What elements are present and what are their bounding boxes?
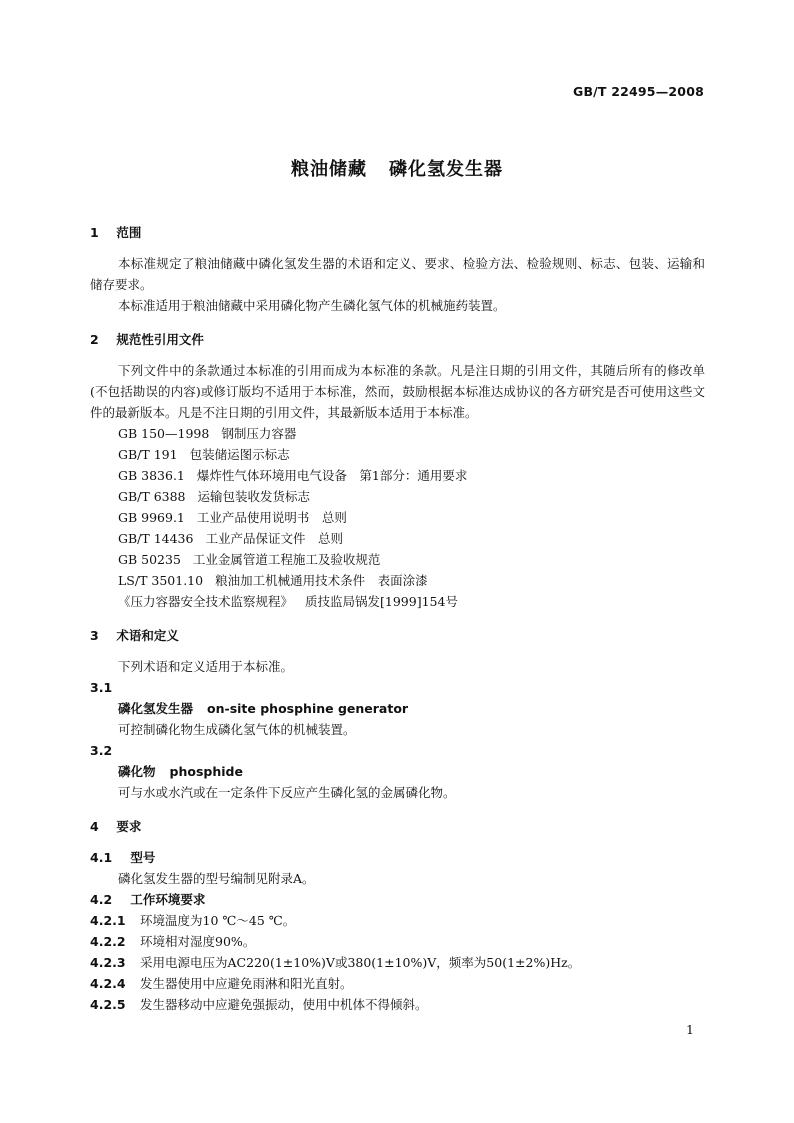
clause-number: 4.2.5: [90, 997, 126, 1012]
reference-item: [90, 465, 705, 486]
reference-item: [90, 528, 705, 549]
section-4-heading: [90, 816, 705, 837]
section-title: 要求: [116, 819, 142, 834]
subsection-4-1-heading: [90, 847, 705, 868]
section-title: 术语和定义: [116, 628, 179, 643]
reference-title: 爆炸性气体环境用电气设备 第1部分：通用要求: [196, 468, 468, 483]
title-part-1: 粮油储藏: [291, 159, 367, 180]
section-number: 1: [90, 225, 99, 240]
subsection-4-2-heading: [90, 889, 705, 910]
standard-code-header: GB/T 22495—2008: [572, 84, 704, 99]
clause-number: 4.2.1: [90, 913, 126, 928]
clause-number: 4.2.2: [90, 934, 126, 949]
term-english: phosphide: [169, 764, 243, 779]
clause-item: [90, 952, 705, 973]
paragraph: 本标准规定了粮油储藏中磷化氢发生器的术语和定义、要求、检验方法、检验规则、标志、包装、运输和储存要求。: [90, 256, 705, 292]
section-title: 规范性引用文件: [116, 332, 204, 347]
reference-title: 工业金属管道工程施工及验收规范: [192, 552, 381, 567]
clause-text: 发生器移动中应避免强振动，使用中机体不得倾斜。: [140, 997, 428, 1012]
section-number: 3: [90, 628, 99, 643]
reference-title: 工业产品使用说明书 总则: [196, 510, 347, 525]
term-english: on-site phosphine generator: [207, 701, 409, 716]
reference-item: [90, 486, 705, 507]
term-definition: 可控制磷化物生成磷化氢气体的机械装置。: [118, 722, 356, 737]
reference-item: [90, 570, 705, 591]
reference-title: 钢制压力容器: [221, 426, 297, 441]
document-body: [90, 222, 705, 1015]
subsection-title: 型号: [130, 850, 156, 865]
clause-number: 3.2: [90, 743, 113, 758]
section-number: 4: [90, 819, 99, 834]
subsection-title: 工作环境要求: [130, 892, 206, 907]
section-3-heading: [90, 625, 705, 646]
reference-item: [90, 444, 705, 465]
reference-title: 质技监局锅发[1999]154号: [305, 594, 458, 609]
reference-item: [90, 423, 705, 444]
reference-title: 粮油加工机械通用技术条件 表面涂漆: [215, 573, 428, 588]
reference-title: 包装储运图示标志: [189, 447, 290, 462]
clause-text: 采用电源电压为AC220(1±10%)V或380(1±10%)V，频率为50(1±2%)Hz。: [140, 955, 581, 970]
section-title: 范围: [116, 225, 142, 240]
reference-code: GB/T 6388: [118, 489, 186, 504]
paragraph: 下列文件中的条款通过本标准的引用而成为本标准的条款。凡是注日期的引用文件，其随后所有的修改单(不包括勘误的内容)或修订版均不适用于本标准，然而，鼓励根据本标准达成协议的各方研究是否可使用这些文件的最新版本。凡是不注日期的引用文件，其最新版本适用于本标准。: [90, 363, 705, 420]
paragraph: 下列术语和定义适用于本标准。: [118, 659, 294, 674]
reference-code: GB/T 14436: [118, 531, 194, 546]
reference-code: GB 50235: [118, 552, 181, 567]
section-2-heading: [90, 329, 705, 350]
reference-title: 运输包装收发货标志: [197, 489, 311, 504]
clause-number: 4.2.4: [90, 976, 126, 991]
reference-code: GB/T 191: [118, 447, 178, 462]
clause-number: 3.1: [90, 680, 113, 695]
section-number: 2: [90, 332, 99, 347]
reference-item: [90, 591, 705, 612]
term-chinese: 磷化物: [118, 764, 156, 779]
clause-number: 4.2.3: [90, 955, 126, 970]
clause-item: [90, 973, 705, 994]
reference-code: 《压力容器安全技术监察规程》: [118, 594, 294, 609]
clause-text: 环境温度为10 ℃～45 ℃。: [140, 913, 296, 928]
page-number: 1: [686, 1022, 694, 1037]
term-chinese: 磷化氢发生器: [118, 701, 194, 716]
clause-item: [90, 994, 705, 1015]
reference-item: [90, 549, 705, 570]
paragraph: 本标准适用于粮油储藏中采用磷化物产生磷化氢气体的机械施药装置。: [118, 298, 506, 313]
title-part-2: 磷化氢发生器: [389, 159, 503, 180]
clause-text: 环境相对湿度90%。: [140, 934, 256, 949]
reference-code: GB 3836.1: [118, 468, 185, 483]
reference-code: GB 9969.1: [118, 510, 185, 525]
subsection-number: 4.1: [90, 850, 113, 865]
reference-title: 工业产品保证文件 总则: [205, 531, 343, 546]
reference-item: [90, 507, 705, 528]
clause-item: [90, 910, 705, 931]
term-definition: 可与水或水汽或在一定条件下反应产生磷化氢的金属磷化物。: [118, 785, 456, 800]
section-1-heading: [90, 222, 705, 243]
term-entry: [90, 698, 705, 719]
subsection-number: 4.2: [90, 892, 113, 907]
clause-text: 发生器使用中应避免雨淋和阳光直射。: [140, 976, 353, 991]
document-title: [0, 155, 794, 181]
clause-item: [90, 931, 705, 952]
paragraph: 磷化氢发生器的型号编制见附录A。: [118, 871, 315, 886]
term-entry: [90, 761, 705, 782]
reference-code: LS/T 3501.10: [118, 573, 204, 588]
reference-code: GB 150—1998: [118, 426, 210, 441]
